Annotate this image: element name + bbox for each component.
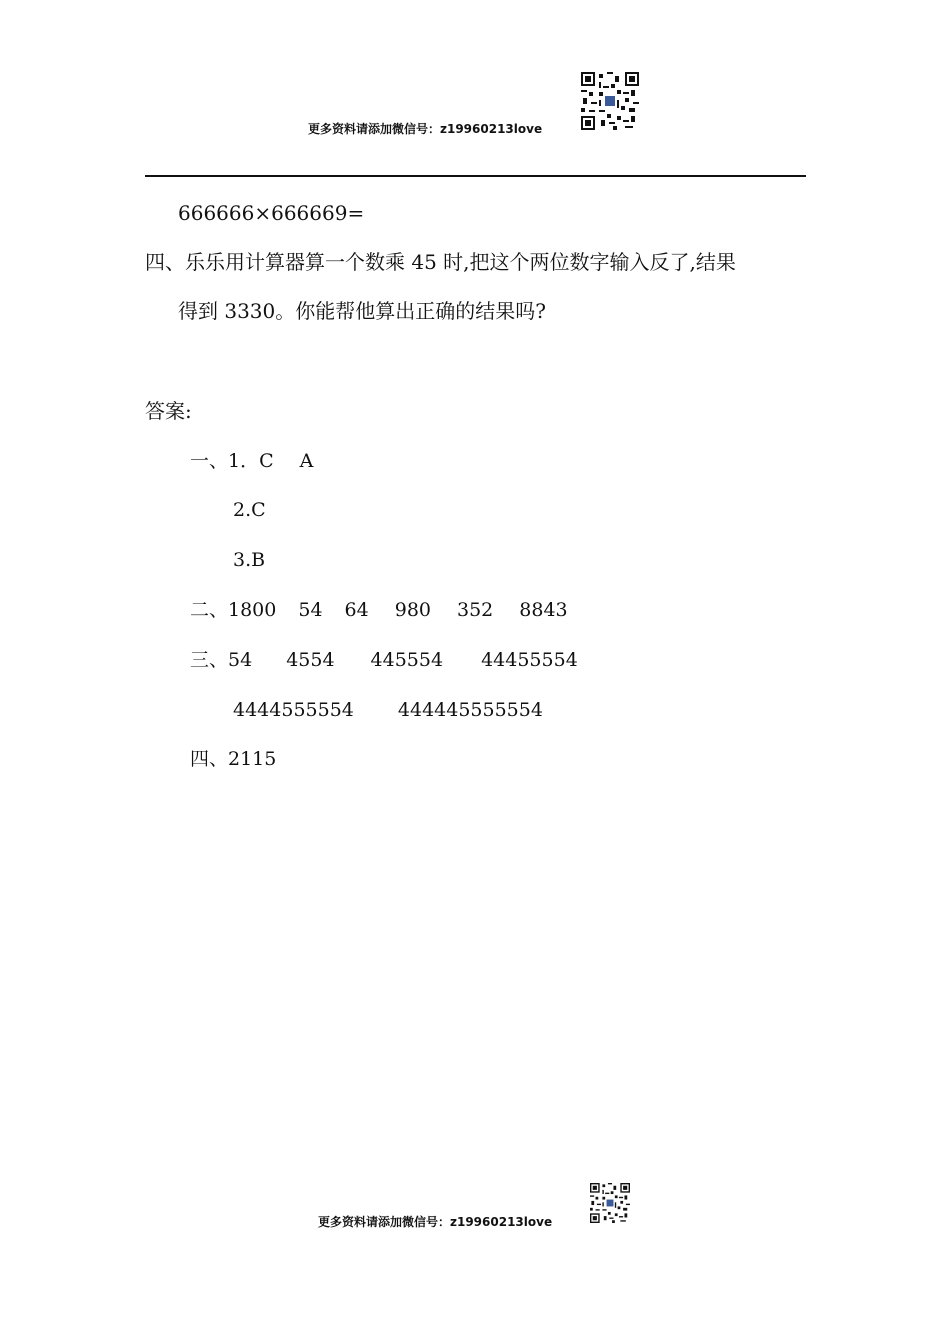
header-divider (145, 175, 806, 177)
answer-4: 四、2115 (190, 748, 277, 770)
footer-wechat-text: 更多资料请添加微信号：z19960213love (318, 1215, 553, 1229)
answer-3-item: 444445555554 (397, 699, 543, 721)
answer-3-item: 4554 (286, 649, 335, 671)
answer-1-row (190, 449, 313, 473)
answer-1-2: 2.C (233, 499, 266, 521)
answer-2-item: 8843 (519, 599, 568, 621)
answer-3-item: 44455554 (481, 649, 578, 671)
answer-1-3: 3.B (233, 549, 266, 571)
answers-heading: 答案: (145, 399, 192, 423)
header-qr-code-icon (581, 72, 639, 130)
answer-2-item: 二、1800 (190, 599, 277, 621)
answer-2-item: 980 (394, 599, 431, 621)
answer-3-item: 445554 (370, 649, 444, 671)
answer-2-item: 54 (298, 599, 323, 621)
answer-3-row-2 (233, 698, 543, 722)
answer-3-row-1 (190, 648, 578, 672)
answer-3-item: 三、54 (190, 649, 253, 671)
question-4-line-1: 四、乐乐用计算器算一个数乘 45 时,把这个两位数字输入反了,结果 (145, 250, 736, 274)
answer-1-part-1: 一、1．C (190, 450, 274, 472)
previous-problem-expression: 666666×666669= (178, 201, 365, 225)
question-4-line-2: 得到 3330。你能帮他算出正确的结果吗? (178, 299, 546, 323)
answer-3-item: 4444555554 (233, 699, 354, 721)
footer-qr-code-icon (590, 1183, 630, 1223)
answer-2-row (190, 598, 568, 622)
answer-2-item: 352 (457, 599, 494, 621)
answer-1-part-2: A (299, 450, 314, 472)
header-wechat-text: 更多资料请添加微信号：z19960213love (308, 122, 543, 136)
answer-2-item: 64 (344, 599, 369, 621)
